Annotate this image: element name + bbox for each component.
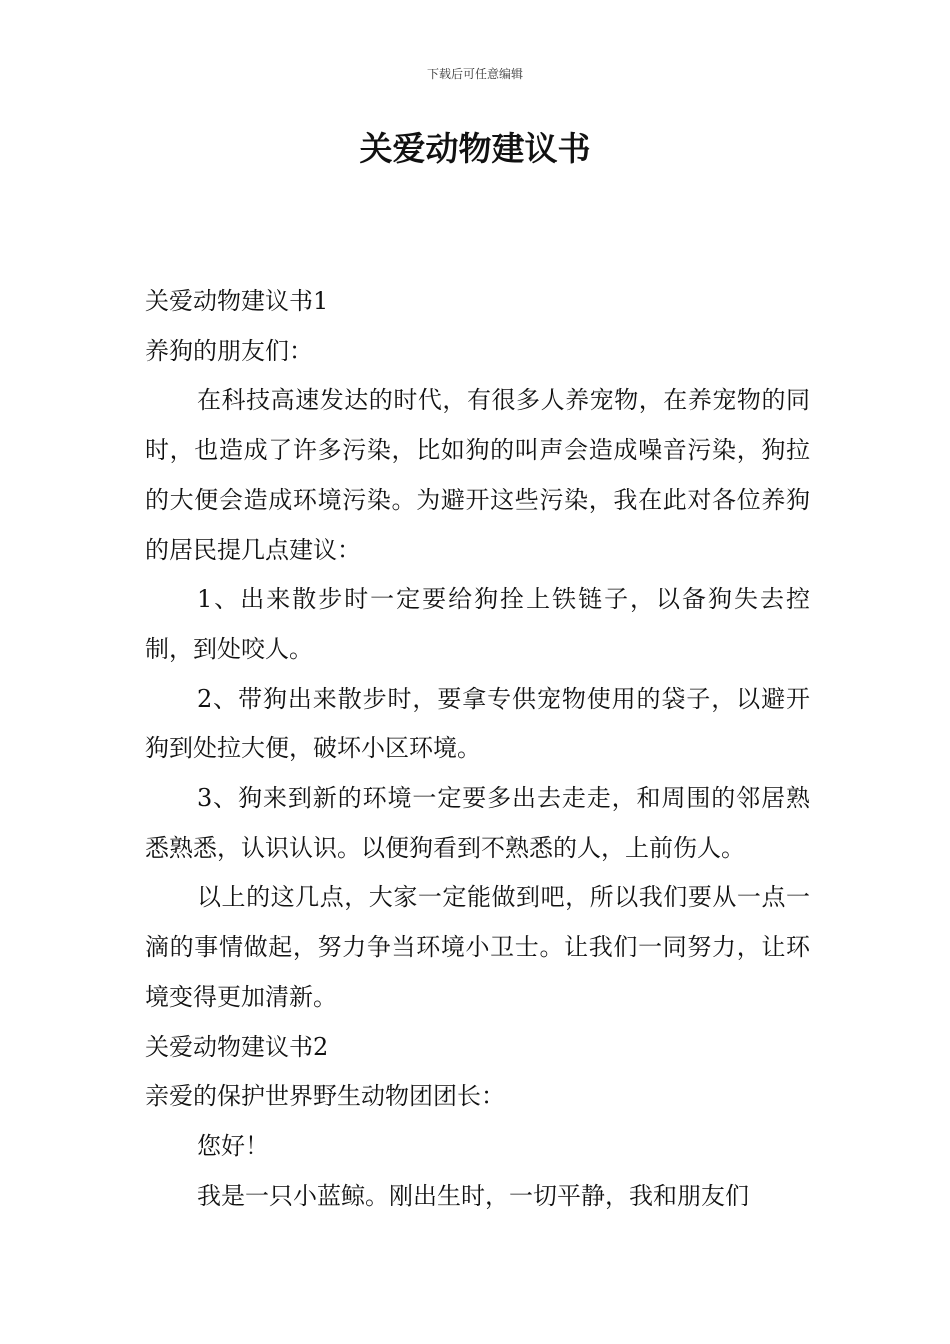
letter2-paragraph-1: 我是一只小蓝鲸。刚出生时，一切平静，我和朋友们 <box>197 1181 749 1210</box>
letter1-paragraph-3: 2、带狗出来散步时，要拿专供宠物使用的袋子，以避开狗到处拉大便，破坏小区环境。 <box>145 684 810 763</box>
letter1-salutation: 养狗的朋友们： <box>145 336 313 365</box>
letter1-heading: 关爱动物建议书1 <box>145 287 329 315</box>
letter2-salutation: 亲爱的保护世界野生动物团团长： <box>145 1082 505 1111</box>
letter2-greeting: 您好！ <box>197 1131 269 1160</box>
letter1-paragraph-4: 3、狗来到新的环境一定要多出去走走，和周围的邻居熟悉熟悉，认识认识。以便狗看到不熟悉的人，上前伤人。 <box>145 784 810 862</box>
document-body <box>145 277 810 1221</box>
letter1-paragraph-5: 以上的这几点，大家一定能做到吧，所以我们要从一点一滴的事情做起，努力争当环境小卫士。让我们一同努力，让环境变得更加清新。 <box>145 883 810 1011</box>
letter2-heading: 关爱动物建议书2 <box>145 1032 329 1061</box>
letter1-paragraph-2: 1、出来散步时一定要给狗拴上铁链子，以备狗失去控制，到处咬人。 <box>145 585 810 663</box>
letter1-paragraph-1: 在科技高速发达的时代，有很多人养宠物，在养宠物的同时，也造成了许多污染，比如狗的叫声会造成噪音污染，狗拉的大便会造成环境污染。为避开这些污染，我在此对各位养狗的居民提几点建议： <box>145 386 810 564</box>
document-title: 关爱动物建议书 <box>359 129 591 168</box>
header-note: 下载后可任意编辑 <box>426 67 523 81</box>
